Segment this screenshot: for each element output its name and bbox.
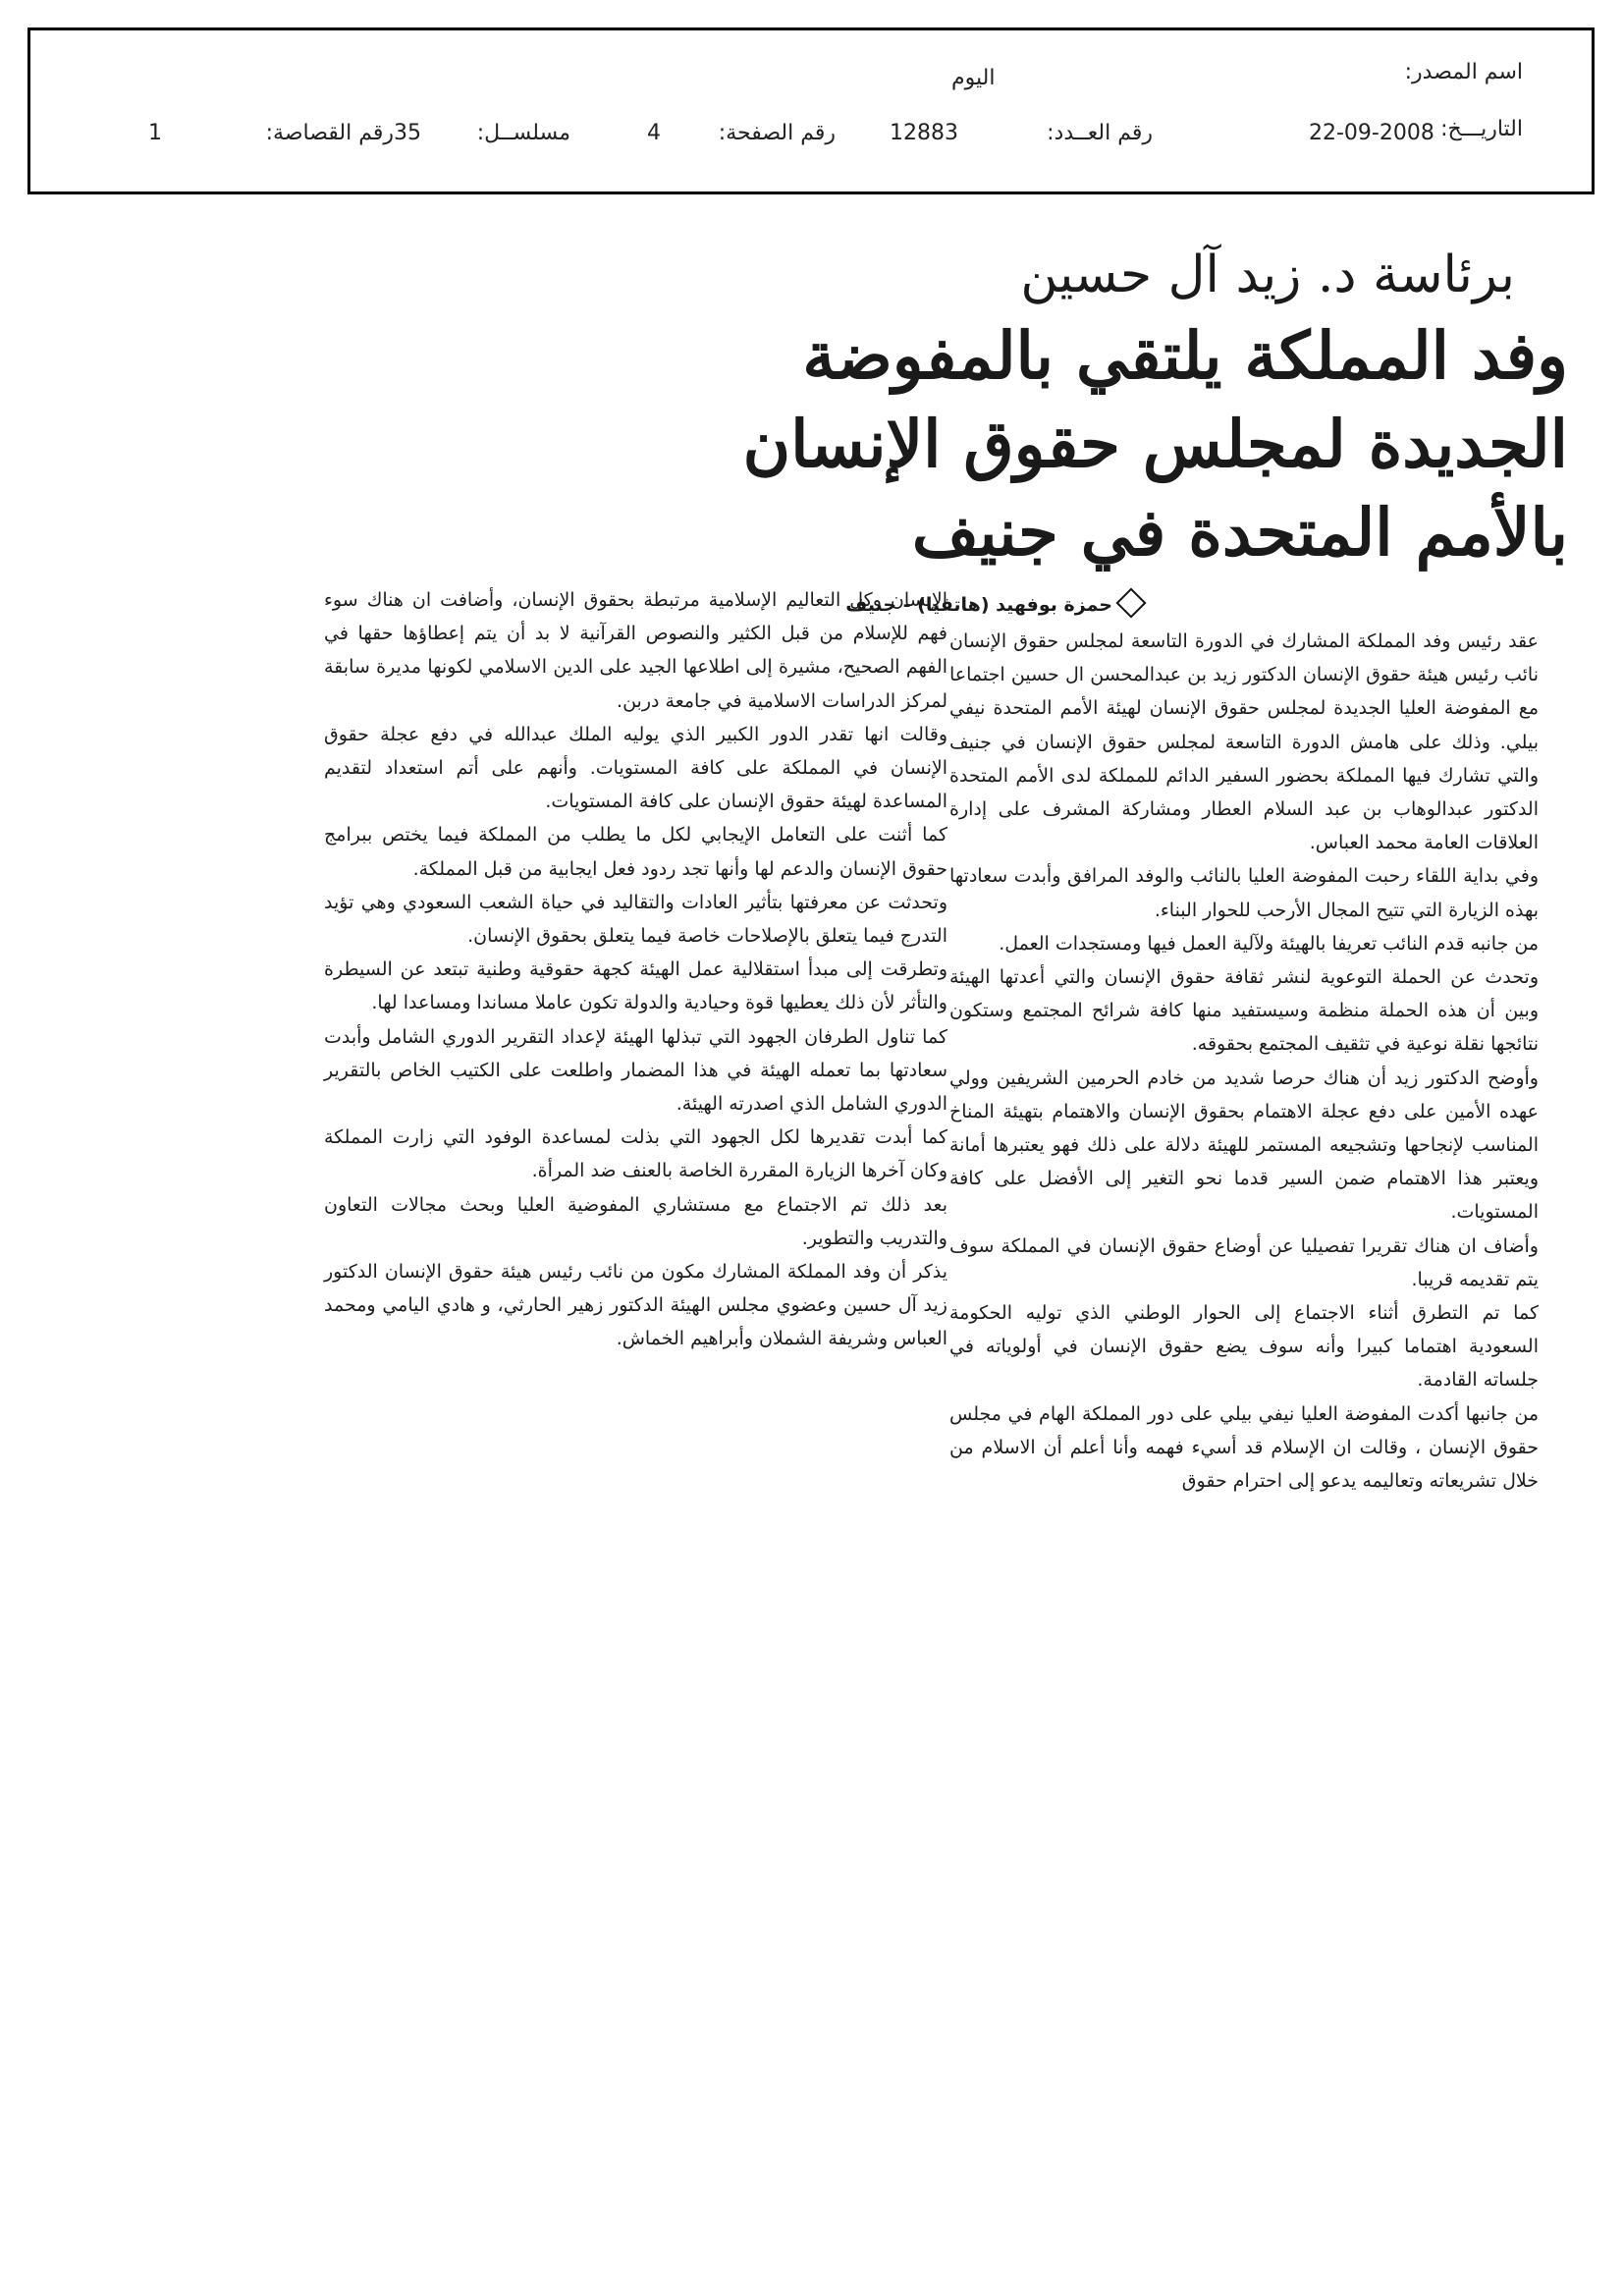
page-label: رقم الصفحة: <box>718 121 836 145</box>
article-title-line-3: بالأمم المتحدة في جنيف <box>911 494 1568 571</box>
paragraph: من جانبها أكدت المفوضة العليا نيفي بيلي على دور المملكة الهام في مجلس حقوق الإنسان ، وقالت ان الإسلام قد أسيء فهمه وأنا أعلم أن الاسلام من خلال تشريعاته وتعاليمه يدعو إلى احترام حقوق <box>949 1402 1539 1493</box>
clip-label: رقم القصاصة: <box>265 121 394 145</box>
byline-diamond-icon <box>1115 587 1146 618</box>
paragraph: بعد ذلك تم الاجتماع مع مستشاري المفوضية العليا وبحث مجالات التعاون والتدريب والتطوير. <box>324 1193 947 1249</box>
paragraph: وتطرقت إلى مبدأ استقلالية عمل الهيئة كجهة حقوقية وطنية تبتعد عن السيطرة والتأثر لأن ذلك يعطيها قوة وحيادية والدولة تكون عاملا مساندا ومساعدا لها. <box>324 958 947 1014</box>
paragraph: كما تم التطرق أثناء الاجتماع إلى الحوار الوطني الذي توليه الحكومة السعودية اهتماما كبيرا وأنه سوف يضع حقوق الإنسان في أولوياته في جلساته القادمة. <box>949 1302 1539 1392</box>
paragraph: كما تناول الطرفان الجهود التي تبذلها الهيئة لإعداد التقرير الدوري الشامل وأبدت سعادتها بما تعمله الهيئة في هذا المضمار واطلعت على الكتيب الخاص بالتقرير الدوري الشامل الذي اصدرته الهيئة. <box>324 1025 947 1116</box>
paragraph: عقد رئيس وفد المملكة المشارك في الدورة التاسعة لمجلس حقوق الإنسان نائب رئيس هيئة حقوق الإنسان الدكتور زيد بن عبدالمحسن ال حسين اجتماعا مع المفوضة العليا الجديدة لمجلس حقوق الإنسان لهيئة الأمم المتحدة نيفي بيلي. وذلك على هامش الدورة التاسعة لمجلس حقوق الإنسان في جنيف والتي تشارك فيها المملكة بحضور السفير الدائم للمملكة لدى الأمم المتحدة الدكتور عبدالوهاب بن عبد السلام العطار ومشاركة المشرف على إدارة العلاقات العامة محمد العباس. <box>949 630 1539 854</box>
paragraph: الإنسان وكل التعاليم الإسلامية مرتبطة بحقوق الإنسان، وأضافت ان هناك سوء فهم للإسلام من قبل الكثير والنصوص القرآنية لا بد أن يتم إعطاؤها حقها في الفهم الصحيح، مشيرة إلى اطلاعها الجيد على الدين الاسلامي لكونها مديرة سابقة لمركز الدراسات الاسلامية في جامعة دربن. <box>324 589 947 712</box>
paragraph: وتحدث عن الحملة التوعوية لنشر ثقافة حقوق الإنسان والتي أعدتها الهيئة وبين أن هذه الحملة منظمة وسيستفيد منها كافة شرائح المجتمع وستكون نتائجها نقلة نوعية في تثقيف المجتمع بحقوقه. <box>949 966 1539 1056</box>
source-name: اليوم <box>951 66 996 90</box>
paragraph: وأوضح الدكتور زيد أن هناك حرصا شديد من خادم الحرمين الشريفين وولي عهده الأمين على دفع عجلة الاهتمام بحقوق الإنسان والاهتمام بتهيئة المناخ المناسب لإنجاحها وتشجيعه المستمر للهيئة دلالة على ذلك فهو يعتبرها أمانة ويعتبر هذا الاهتمام ضمن السير قدما نحو التغير إلى الأفضل على كافة المستويات. <box>949 1066 1539 1224</box>
clip-value: 1 <box>148 121 162 145</box>
paragraph: كما أثنت على التعامل الإيجابي لكل ما يطلب من المملكة فيما يختص ببرامج حقوق الإنسان والدعم لها وأنها تجد ردود فعل ايجابية من قبل المملكة. <box>324 824 947 880</box>
paragraph: من جانبه قدم النائب تعريفا بالهيئة ولآلية العمل فيها ومستجدات العمل. <box>999 932 1539 955</box>
paragraph: كما أبدت تقديرها لكل الجهود التي بذلت لمساعدة الوفود التي زارت المملكة وكان آخرها الزيارة المقررة الخاصة بالعنف ضد المرأة. <box>324 1126 947 1182</box>
article-subheadline: برئاسة د. زيد آل حسين <box>1020 246 1515 304</box>
issue-value: 12883 <box>890 121 958 145</box>
serial-value: 35 <box>394 121 421 145</box>
article-column-left <box>324 583 947 1356</box>
serial-label: مسلســل: <box>476 121 570 145</box>
paragraph: وقالت انها تقدر الدور الكبير الذي يوليه الملك عبدالله في دفع عجلة حقوق الإنسان في المملكة على كافة المستويات. وأنهم على أتم استعداد لتقديم المساعدة لهيئة حقوق الإنسان على كافة المستويات. <box>324 723 947 813</box>
date-label: التاريـــخ: <box>1440 117 1523 141</box>
source-label: اسم المصدر: <box>1404 60 1523 84</box>
paragraph: وفي بداية اللقاء رحبت المفوضة العليا بالنائب والوفد المرافق وأبدت سعادتها بهذه الزيارة التي تتيح المجال الأرحب للحوار البناء. <box>949 865 1539 921</box>
article-title-line-2: الجديدة لمجلس حقوق الإنسان <box>742 406 1568 482</box>
article-column-right <box>949 625 1539 1498</box>
paragraph: وتحدثت عن معرفتها بتأثير العادات والتقاليد في حياة الشعب السعودي وهي تؤيد التدرج فيما يتعلق بالإصلاحات خاصة فيما يتعلق بحقوق الإنسان. <box>324 891 947 948</box>
byline-text: حمزة بوفهيد (هاتفيا) - جنيف <box>845 594 1112 616</box>
clipping-header <box>27 27 1595 194</box>
paragraph: وأضاف ان هناك تقريرا تفصيليا عن أوضاع حقوق الإنسان في المملكة سوف يتم تقديمه قريبا. <box>949 1234 1539 1290</box>
date-value: 22-09-2008 <box>1309 121 1434 145</box>
page-value: 4 <box>647 121 661 145</box>
paragraph: يذكر أن وفد المملكة المشارك مكون من نائب رئيس هيئة حقوق الإنسان الدكتور زيد آل حسين وعضوي مجلس الهيئة الدكتور زهير الحارثي، و هادي اليامي ومحمد العباس وشريفة الشملان وأبراهيم الخماش. <box>324 1261 947 1350</box>
article-title-line-1: وفد المملكة يلتقي بالمفوضة <box>802 317 1568 394</box>
issue-label: رقم العــدد: <box>1047 121 1153 145</box>
